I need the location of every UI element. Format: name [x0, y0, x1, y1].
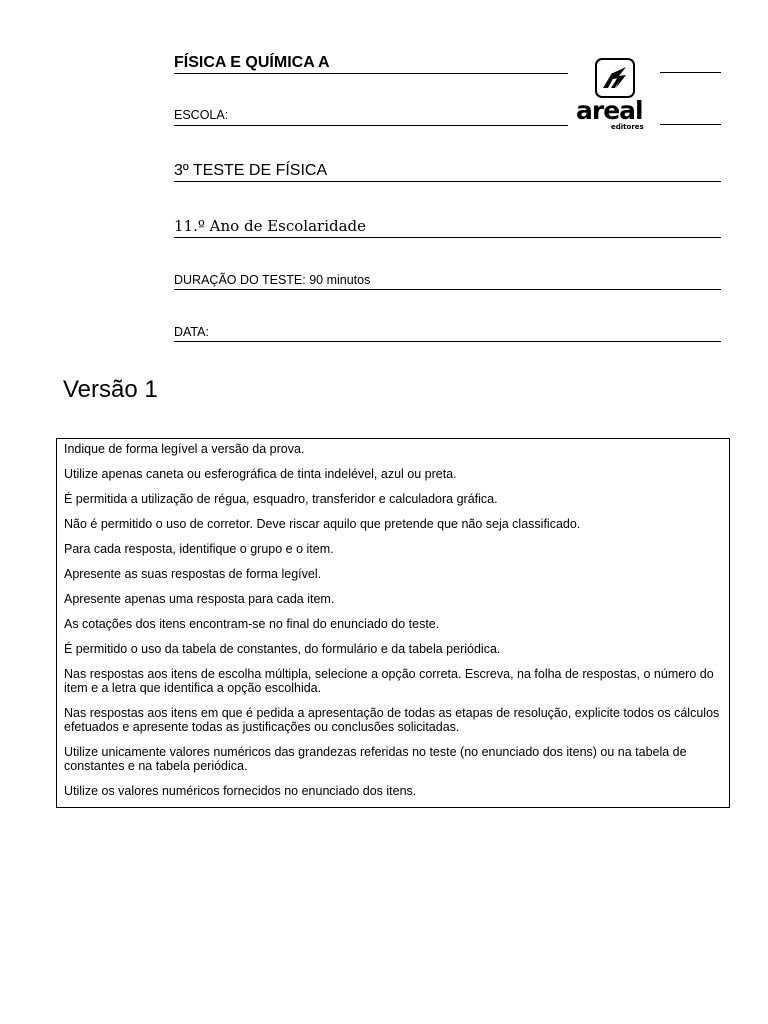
instruction-item: É permitido o uso da tabela de constantes, do formulário e da tabela periódica.	[64, 642, 501, 656]
instruction-item: Não é permitido o uso de corretor. Deve riscar aquilo que pretende que não seja classificado.	[64, 517, 581, 531]
areal-logo-icon	[595, 58, 635, 98]
instruction-item: É permitida a utilização de régua, esquadro, transferidor e calculadora gráfica.	[64, 492, 498, 506]
logo-wordmark: areal	[576, 96, 643, 125]
school-field	[174, 104, 568, 126]
instruction-item: Nas respostas aos itens em que é pedida a apresentação de todas as etapas de resolução, explicite todos os cálculos efetuados e apresente todas as justificações ou conclusões solicitadas.	[64, 706, 720, 734]
test-title: 3º TESTE DE FÍSICA	[174, 162, 328, 179]
instruction-item: Utilize os valores numéricos fornecidos no enunciado dos itens.	[64, 784, 417, 798]
school-label: ESCOLA:	[174, 108, 229, 122]
instruction-item: Para cada resposta, identifique o grupo e o item.	[64, 542, 334, 556]
subject-field	[174, 50, 568, 74]
logo-divider-top	[660, 72, 721, 73]
areal-logo	[572, 56, 660, 132]
school-year: 11.º Ano de Escolaridade	[174, 217, 367, 235]
instruction-item: Utilize apenas caneta ou esferográfica de tinta indelével, azul ou preta.	[64, 467, 457, 481]
year-field	[174, 213, 721, 238]
logo-subtitle: editores	[611, 123, 644, 131]
test-title-field	[174, 158, 721, 182]
instruction-item: Apresente as suas respostas de forma legível.	[64, 567, 322, 581]
instructions-box	[56, 438, 730, 808]
date-label: DATA:	[174, 325, 209, 339]
test-duration: DURAÇÃO DO TESTE: 90 minutos	[174, 273, 371, 287]
version-heading: Versão 1	[63, 376, 158, 403]
instruction-item: Indique de forma legível a versão da prova.	[64, 442, 305, 456]
instruction-item: Nas respostas aos itens de escolha múltipla, selecione a opção correta. Escreva, na folha de respostas, o número do item e a letra que identifica a opção escolhida.	[64, 667, 714, 695]
duration-field	[174, 268, 721, 290]
subject-title: FÍSICA E QUÍMICA A	[174, 54, 330, 71]
instruction-item: As cotações dos itens encontram-se no final do enunciado do teste.	[64, 617, 440, 631]
date-field	[174, 320, 721, 342]
instruction-item: Apresente apenas uma resposta para cada item.	[64, 592, 335, 606]
instruction-item: Utilize unicamente valores numéricos das grandezas referidas no teste (no enunciado dos itens) ou na tabela de constantes e na tabela periódica.	[64, 745, 687, 773]
logo-divider-bottom	[660, 124, 721, 125]
